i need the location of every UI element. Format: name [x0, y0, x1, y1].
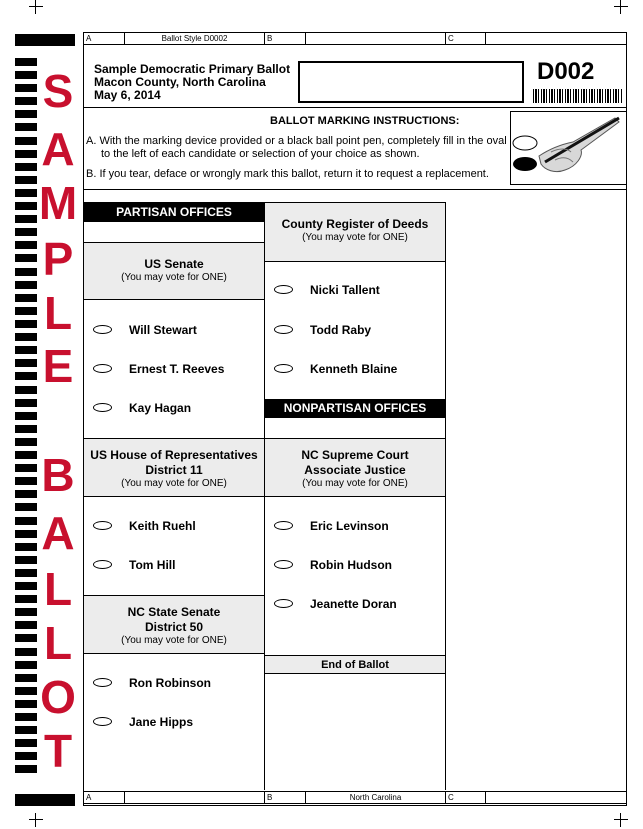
- timing-mark: [15, 254, 37, 262]
- strip-cell-a: A: [84, 792, 125, 803]
- candidate-name: Jeanette Doran: [310, 597, 397, 611]
- candidate-name: Ron Robinson: [129, 676, 211, 690]
- timing-mark: [15, 595, 37, 603]
- strip-cell-a: A: [84, 33, 125, 44]
- candidate-name: Tom Hill: [129, 558, 176, 572]
- timing-mark: [15, 713, 37, 721]
- divider: [84, 221, 264, 222]
- vote-instruction: (You may vote for ONE): [121, 272, 227, 283]
- vote-instruction: (You may vote for ONE): [121, 635, 227, 646]
- timing-mark: [15, 150, 37, 158]
- ballot-title-line: May 6, 2014: [94, 88, 161, 102]
- timing-mark: [15, 215, 37, 223]
- vote-oval[interactable]: [93, 521, 112, 530]
- timing-mark: [15, 464, 37, 472]
- marking-example-image: [510, 111, 627, 185]
- vote-oval[interactable]: [93, 560, 112, 569]
- candidate-name: Eric Levinson: [310, 519, 389, 533]
- timing-mark: [15, 412, 37, 420]
- top-strip: [83, 32, 627, 45]
- timing-mark: [15, 634, 37, 642]
- timing-mark: [15, 556, 37, 564]
- sample-letter: M: [38, 177, 78, 229]
- instruction-a-line1: A. With the marking device provided or a black ball point pen, completely fill in the oval: [86, 135, 507, 147]
- timing-mark: [15, 438, 37, 446]
- vote-oval[interactable]: [274, 325, 293, 334]
- timing-mark: [15, 739, 37, 747]
- contest-title: District 50: [144, 620, 204, 634]
- sample-letter: A: [41, 507, 75, 559]
- timing-mark: [15, 726, 37, 734]
- ballot-title-line: Macon County, North Carolina: [94, 75, 266, 89]
- hand-marking-oval-icon: [511, 112, 626, 184]
- timing-mark: [15, 490, 37, 498]
- timing-mark: [15, 189, 37, 197]
- timing-mark: [15, 163, 37, 171]
- timing-mark: [15, 608, 37, 616]
- timing-mark: [15, 386, 37, 394]
- vote-oval[interactable]: [93, 364, 112, 373]
- timing-mark: [15, 621, 37, 629]
- timing-mark: [15, 281, 37, 289]
- vote-instruction: (You may vote for ONE): [302, 478, 408, 489]
- ballot-style-label: Ballot Style D0002: [125, 33, 265, 44]
- timing-mark: [15, 202, 37, 210]
- timing-mark: [15, 543, 37, 551]
- candidate-name: Ernest T. Reeves: [129, 362, 225, 376]
- vote-oval[interactable]: [274, 364, 293, 373]
- end-of-ballot: End of Ballot: [265, 655, 445, 674]
- contest-nc-supreme-court: [265, 438, 445, 497]
- timing-mark: [15, 425, 37, 433]
- ballot-title: [94, 63, 290, 102]
- timing-mark: [15, 569, 37, 577]
- instruction-b: B. If you tear, deface or wrongly mark this ballot, return it to request a replacement.: [86, 168, 489, 180]
- timing-mark: [15, 687, 37, 695]
- contest-title: NC Supreme Court: [301, 448, 409, 462]
- contest-title: US House of Representatives: [90, 448, 258, 462]
- registration-mark: [614, 813, 628, 827]
- timing-mark: [15, 674, 37, 682]
- sample-letter: B: [41, 449, 75, 501]
- vote-oval[interactable]: [93, 325, 112, 334]
- vote-instruction: (You may vote for ONE): [121, 478, 227, 489]
- timing-mark: [15, 294, 37, 302]
- timing-mark: [15, 84, 37, 92]
- divider: [84, 189, 626, 190]
- contest-title: US Senate: [144, 257, 204, 271]
- timing-mark: [15, 176, 37, 184]
- sample-letter: O: [40, 671, 76, 723]
- vote-oval[interactable]: [93, 717, 112, 726]
- registration-mark: [614, 0, 628, 14]
- ballot-style-code: D002: [537, 58, 595, 85]
- timing-mark: [15, 372, 37, 380]
- strip-cell-b: B: [265, 792, 306, 803]
- vote-oval[interactable]: [93, 403, 112, 412]
- timing-mark: [15, 320, 37, 328]
- strip-cell: [125, 792, 265, 803]
- vote-oval[interactable]: [274, 599, 293, 608]
- timing-mark: [15, 477, 37, 485]
- instructions-title: BALLOT MARKING INSTRUCTIONS:: [270, 115, 460, 127]
- timing-mark: [15, 794, 75, 806]
- timing-mark: [15, 58, 37, 66]
- strip-cell-c: C: [446, 792, 486, 803]
- timing-mark: [15, 241, 37, 249]
- timing-mark: [15, 503, 37, 511]
- contest-us-senate: [84, 242, 264, 300]
- timing-mark: [15, 307, 37, 315]
- timing-mark: [15, 228, 37, 236]
- timing-mark: [15, 752, 37, 760]
- candidate-name: Robin Hudson: [310, 558, 392, 572]
- registration-mark: [29, 0, 43, 14]
- divider: [84, 107, 626, 108]
- contest-title: District 11: [145, 463, 203, 477]
- timing-mark: [15, 399, 37, 407]
- registration-mark: [29, 813, 43, 827]
- contest-title: County Register of Deeds: [281, 217, 429, 231]
- timing-mark: [15, 517, 37, 525]
- nonpartisan-offices-header: NONPARTISAN OFFICES: [265, 399, 445, 418]
- timing-mark: [15, 71, 37, 79]
- timing-mark: [15, 123, 37, 131]
- sample-letter: A: [41, 123, 75, 175]
- strip-cell-b: B: [265, 33, 306, 44]
- timing-mark: [15, 765, 37, 773]
- vote-instruction: (You may vote for ONE): [302, 232, 408, 243]
- timing-mark: [15, 268, 37, 276]
- contest-title: Associate Justice: [304, 463, 406, 477]
- timing-mark: [15, 700, 37, 708]
- contest-nc-state-senate: [84, 595, 264, 654]
- timing-mark: [15, 359, 37, 367]
- timing-mark: [15, 97, 37, 105]
- partisan-offices-header: PARTISAN OFFICES: [84, 203, 264, 221]
- candidate-name: Kay Hagan: [129, 401, 192, 415]
- sample-letter: P: [42, 233, 74, 285]
- candidate-name: Todd Raby: [310, 323, 372, 337]
- vote-oval[interactable]: [93, 678, 112, 687]
- candidate-name: Keith Ruehl: [129, 519, 196, 533]
- timing-mark: [15, 137, 37, 145]
- contest-register-of-deeds: [265, 203, 445, 262]
- sample-letter: S: [42, 65, 74, 117]
- timing-mark: [15, 451, 37, 459]
- timing-mark: [15, 648, 37, 656]
- timing-mark: [15, 582, 37, 590]
- candidate-name: Kenneth Blaine: [310, 362, 398, 376]
- instruction-a-line2: to the left of each candidate or selection of your choice as shown.: [101, 148, 420, 160]
- sample-letter: E: [42, 340, 74, 392]
- timing-mark: [15, 110, 37, 118]
- candidate-name: Jane Hipps: [129, 715, 194, 729]
- bottom-strip: [83, 791, 627, 804]
- column-divider: [445, 202, 446, 790]
- state-label: North Carolina: [306, 792, 446, 803]
- timing-mark: [15, 346, 37, 354]
- timing-mark: [15, 530, 37, 538]
- vote-oval[interactable]: [274, 521, 293, 530]
- ballot-title-line: Sample Democratic Primary Ballot: [94, 62, 291, 76]
- sample-letter: L: [43, 563, 73, 615]
- sample-letter: L: [43, 617, 73, 669]
- candidate-name: Nicki Tallent: [310, 283, 380, 297]
- strip-cell: [306, 33, 446, 44]
- timing-mark: [15, 661, 37, 669]
- strip-cell-c: C: [446, 33, 486, 44]
- blank-header-box: [298, 61, 524, 103]
- candidate-name: Will Stewart: [129, 323, 197, 337]
- contest-title: NC State Senate: [127, 605, 221, 619]
- sample-letter: T: [43, 725, 73, 777]
- barcode: [533, 89, 623, 103]
- timing-mark: [15, 34, 75, 46]
- vote-oval[interactable]: [274, 285, 293, 294]
- vote-oval[interactable]: [274, 560, 293, 569]
- contest-us-house: [84, 438, 264, 497]
- sample-letter: L: [43, 287, 73, 339]
- timing-mark: [15, 333, 37, 341]
